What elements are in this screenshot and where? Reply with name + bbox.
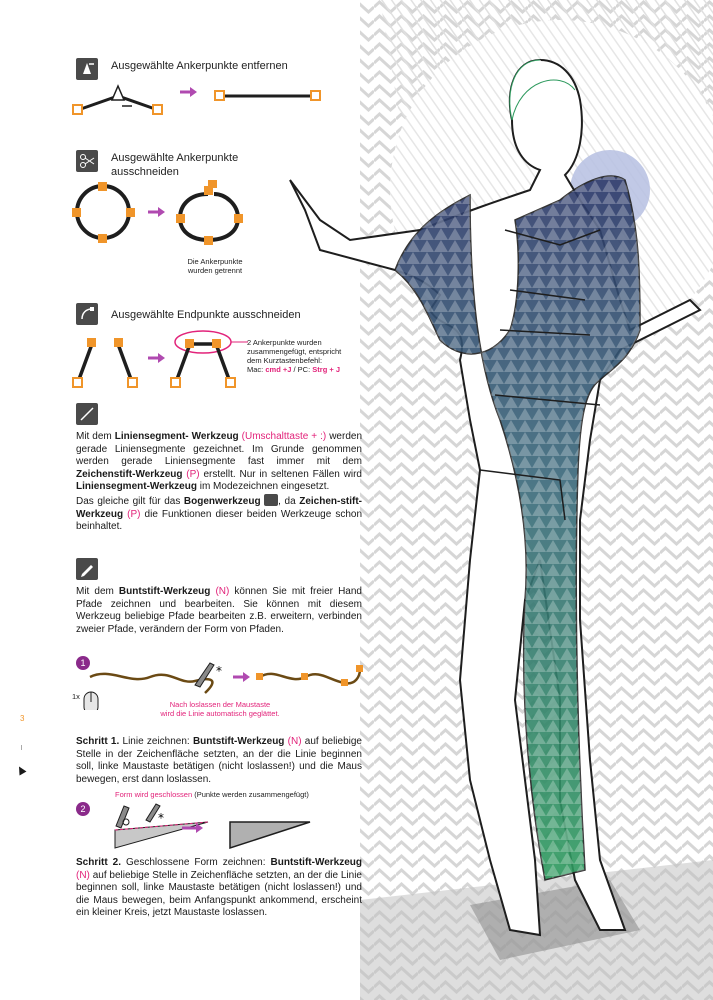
step-1-badge: 1 [76, 656, 90, 670]
cut-note-line1: Die Ankerpunkte [187, 257, 243, 266]
step2-shortcut: (N) [76, 869, 90, 881]
lt-text-g: erstellt. Nur in seltenen Fällen wird [199, 468, 362, 480]
pc-shortcut: Strg + J [312, 365, 340, 374]
step2-label: Schritt 2. [76, 857, 122, 868]
shortcut-separator: / PC: [291, 365, 311, 374]
mouse-click-label: 1x [72, 692, 80, 701]
step1-text: auf beliebige Stelle in der Zeichenfläche setzten, an der die Linie beginnen soll, linke Maustaste betätigen (nicht loslassen!) und die Maus bewegen, erst dann loslassen. [76, 736, 362, 785]
section-remove-title: Ausgewählte Ankerpunkte entfernen [111, 60, 288, 72]
section-cut-title [111, 151, 238, 179]
closed-shape-note-a: Form wird geschlossen [115, 790, 193, 799]
lt-text-d: werden gerade Liniensegmente gezeichnet. Im Grunde genommen werden gerade Liniensegmente fast immer mit dem [76, 431, 363, 468]
lt-pen-tool-2: Zeichen-stift-Werkzeug [76, 495, 362, 520]
scissors-icon [76, 150, 98, 172]
remove-anchor-diagram [70, 80, 350, 120]
join-note-line2: zusammengefügt, entspricht [247, 347, 342, 356]
lt-arc-tool: Bogenwerkzeug [183, 495, 261, 507]
cut-note-line2: wurden getrennt [187, 266, 243, 275]
delete-anchor-point-icon [76, 58, 98, 80]
pen-shortcut: (N) [210, 586, 230, 597]
line-segment-tool-icon [76, 403, 98, 425]
step2-lead: Geschlossene Form zeichnen: [121, 857, 271, 868]
join-note [247, 338, 357, 374]
lt-shortcut: (Umschalttaste + :) [238, 431, 327, 442]
join-note-shortcuts [247, 365, 357, 374]
closed-shape-note-b: (Punkte werden zusammengefügt) [192, 790, 309, 799]
step-2-badge: 2 [76, 802, 90, 816]
cut-anchor-diagram [68, 180, 258, 250]
lt-p2-a: Das gleiche gilt für das [76, 495, 184, 507]
line-tool-paragraph [76, 431, 362, 534]
closed-shape-diagram [100, 800, 330, 855]
pen-text-d: können Sie mit freier Hand Pfade zeichnen und bearbeiten. Sie können mit diesem Werkzeug beliebige Pfade bearbeiten z.B. erweitern, verbinden zweier Pfade, verändern der Form von Pfaden. [76, 586, 362, 635]
lt-p2-c: , da [278, 495, 300, 507]
smoothing-note-line2: wird die Linie automatisch geglättet. [160, 709, 280, 718]
step1-shortcut: (N) [284, 736, 302, 747]
join-note-line1: 2 Ankerpunkte wurden [247, 338, 322, 347]
lt-tool-name-2: Liniensegment-Werkzeug [76, 481, 197, 493]
step1-paragraph [76, 736, 362, 786]
step1-lead: Linie zeichnen: [119, 736, 193, 747]
mac-label: Mac: [247, 365, 264, 374]
page-marker: 3 [20, 714, 25, 723]
mac-shortcut: cmd +J [265, 365, 292, 374]
pencil-paragraph [76, 586, 362, 636]
svg-text:*: * [216, 664, 222, 678]
lt-text-a: Mit dem [76, 431, 115, 442]
pencil-tool-icon [76, 558, 98, 580]
arc-tool-icon [264, 494, 278, 506]
step2-text: auf beliebige Stelle in Zeichenfläche setzten, an der die Linie beginnen soll, linke Maustaste betätigen (nicht loslassen!) und die Maus bewegen, beim Anfangspunkt ankommend, erscheint ein kleiner Kreis, jetzt Maustaste loslassen. [76, 869, 362, 919]
join-tool-icon [76, 303, 98, 325]
cut-note [180, 257, 250, 275]
smoothing-note [150, 700, 290, 718]
join-endpoints-diagram [68, 330, 258, 390]
lt-tool-name: Liniensegment- Werkzeug [114, 431, 239, 442]
lt-pen-shortcut-2: (P) [123, 508, 141, 520]
lt-p2-f: die Funktionen dieser beiden Werkzeuge schon beinhaltet. [76, 508, 363, 533]
svg-text:*: * [158, 811, 164, 825]
pen-text-a: Mit dem [76, 586, 119, 597]
closed-shape-note [115, 790, 309, 799]
smoothing-note-line1: Nach loslassen der Maustaste [169, 700, 271, 709]
section-cut-title-line2: ausschneiden [111, 166, 179, 178]
section-join-title: Ausgewählte Endpunkte ausschneiden [111, 309, 301, 321]
step1-tool: Buntstift-Werkzeug [192, 736, 285, 747]
join-note-line3: dem Kurztastenbefehl: [247, 356, 323, 365]
lt-pen-tool: Zeichenstift-Werkzeug [76, 468, 183, 480]
margin-tick [21, 745, 22, 750]
lt-text-i: im Modezeichnen eingesetzt. [196, 481, 330, 493]
section-cut-title-line1: Ausgewählte Ankerpunkte [111, 152, 239, 164]
pen-tool-name: Buntstift-Werkzeug [118, 586, 211, 597]
step2-paragraph [76, 857, 362, 920]
step1-label: Schritt 1. [76, 736, 120, 747]
lt-pen-shortcut: (P) [182, 468, 200, 480]
step2-tool: Buntstift-Werkzeug [270, 857, 362, 868]
